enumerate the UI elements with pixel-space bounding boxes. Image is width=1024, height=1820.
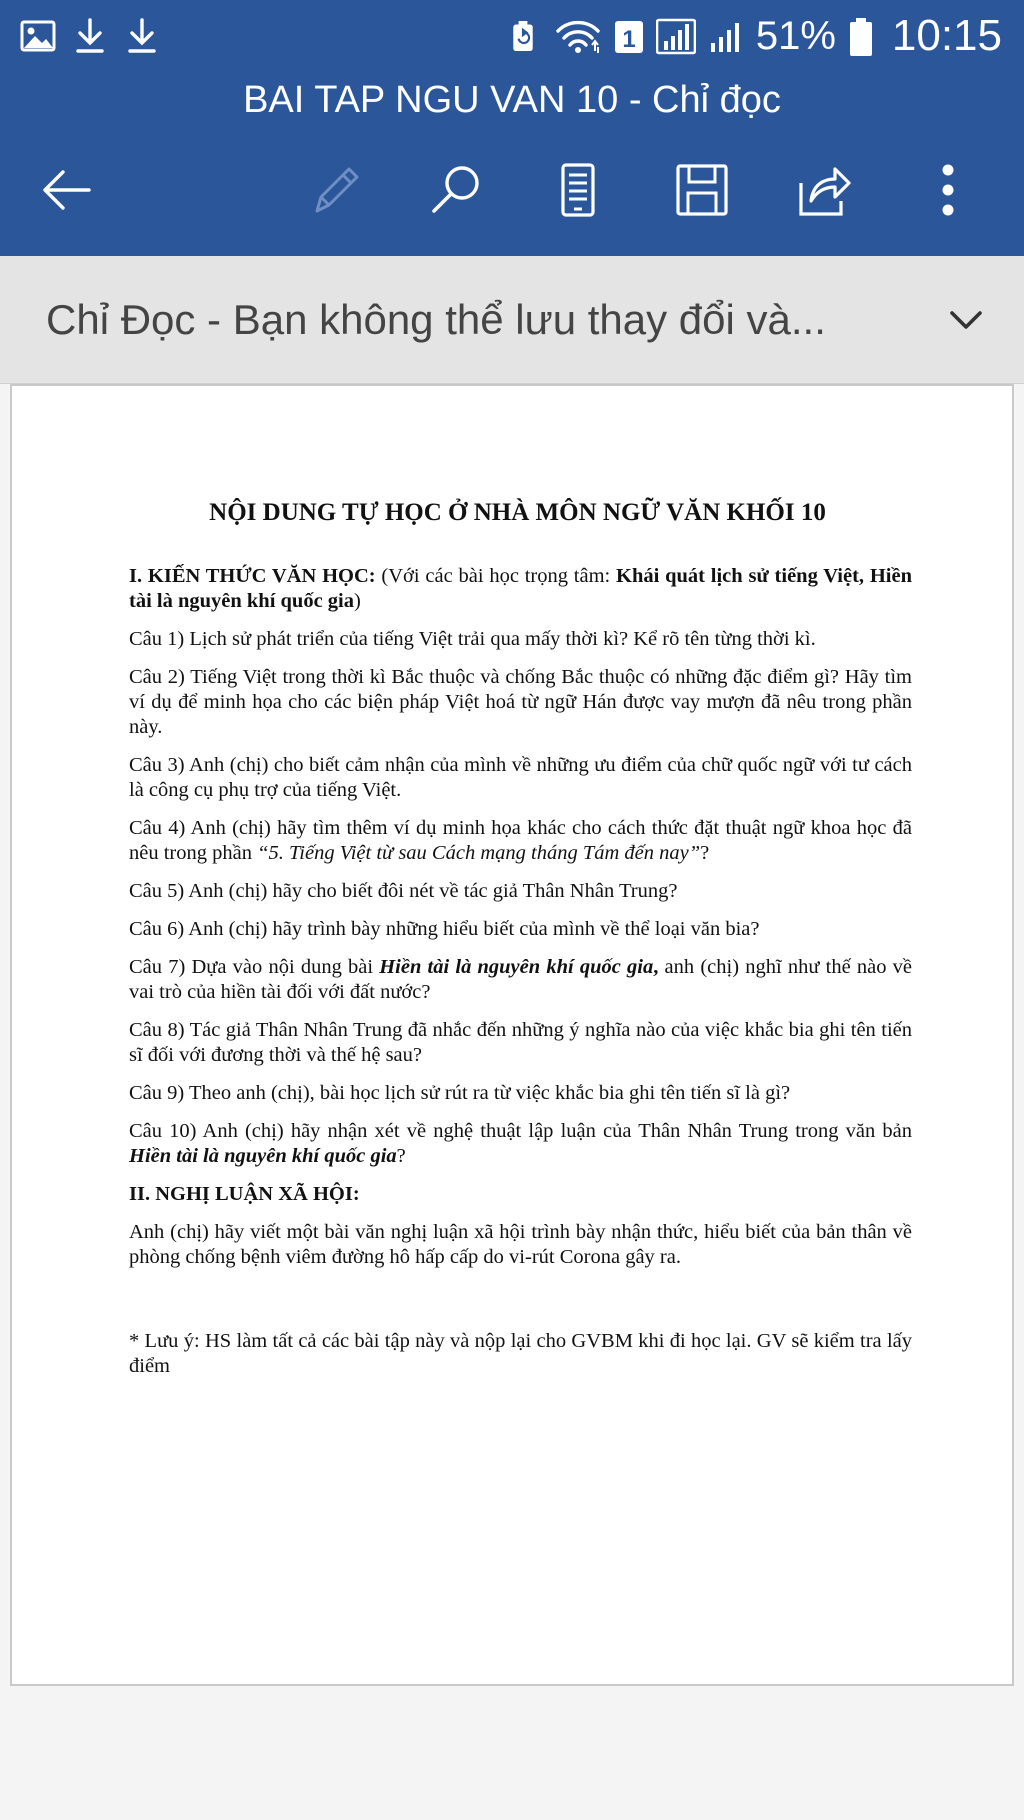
reading-view-icon <box>549 161 607 219</box>
section-1-close: ) <box>354 590 361 612</box>
app-header <box>0 0 1024 256</box>
chevron-down-icon <box>946 300 986 340</box>
question-7-comma: , <box>653 956 659 978</box>
signal-icon <box>708 17 744 55</box>
save-icon <box>673 161 731 219</box>
more-options-icon <box>919 161 977 219</box>
more-options-button[interactable] <box>908 150 988 230</box>
question-9: Câu 9) Theo anh (chị), bài học lịch sử rút ra từ việc khắc bia ghi tên tiến sĩ là gì? <box>129 1082 791 1104</box>
section-2-heading-text: II. NGHỊ LUẬN XÃ HỘI: <box>129 1183 360 1205</box>
document-page[interactable] <box>10 384 1014 1686</box>
pencil-icon <box>307 161 365 219</box>
reading-view-button[interactable] <box>538 150 618 230</box>
toolbar <box>0 150 1024 230</box>
question-8: Câu 8) Tác giả Thân Nhân Trung đã nhắc đến những ý nghĩa nào của việc khắc bia ghi tên tiến sĩ đối với đương thời và thế hệ sau? <box>129 1019 912 1066</box>
sim-badge: 1 <box>622 26 636 53</box>
question-10-end: ? <box>396 1145 406 1167</box>
read-only-banner[interactable] <box>0 256 1024 384</box>
battery-saver-icon <box>508 17 542 55</box>
download-icon <box>124 16 160 56</box>
document-heading: NỘI DUNG TỰ HỌC Ở NHÀ MÔN NGỮ VĂN KHỐI 10 <box>209 499 826 526</box>
question-4 <box>129 816 912 866</box>
document-body <box>129 498 912 1392</box>
back-arrow-icon <box>37 161 95 219</box>
question-4-text: Câu 4) Anh (chị) hãy tìm thêm ví dụ minh họa khác cho cách thức đặt thuật ngữ khoa học đã nêu trong phần <box>129 817 912 864</box>
note: * Lưu ý: HS làm tất cả các bài tập này và nộp lại cho GVBM khi đi học lại. GV sẽ kiểm tra lấy điểm <box>129 1330 912 1377</box>
share-button[interactable] <box>784 150 864 230</box>
search-button[interactable] <box>417 150 497 230</box>
question-5: Câu 5) Anh (chị) hãy cho biết đôi nét về tác giả Thân Nhân Trung? <box>129 880 678 902</box>
question-10-text: Câu 10) Anh (chị) hãy nhận xét về nghệ thuật lập luận của Thân Nhân Trung trong văn bản <box>129 1120 912 1142</box>
system-indicators <box>508 10 1002 62</box>
gallery-icon <box>20 16 56 56</box>
section-2-heading <box>129 1182 912 1207</box>
download-icon <box>72 16 108 56</box>
question-3: Câu 3) Anh (chị) cho biết cảm nhận của mình về những ưu điểm của chữ quốc ngữ với tư cách là công cụ phụ trợ của tiếng Việt. <box>129 754 912 801</box>
clock: 10:15 <box>891 11 1002 60</box>
notification-icons <box>20 16 160 56</box>
share-icon <box>795 161 853 219</box>
question-1: Câu 1) Lịch sử phát triển của tiếng Việt trải qua mấy thời kì? Kể rõ tên từng thời kì. <box>129 628 816 650</box>
question-7 <box>129 955 912 1005</box>
section-1-topics: Khái quát lịch sử tiếng Việt, Hiền tài là nguyên khí quốc gia <box>129 565 912 612</box>
save-button[interactable] <box>662 150 742 230</box>
battery-percent: 51% <box>755 14 836 58</box>
question-2: Câu 2) Tiếng Việt trong thời kì Bắc thuộc và chống Bắc thuộc có những đặc điểm gì? Hãy tìm ví dụ để minh họa cho các biện pháp Việt hoá từ ngữ Hán được vay mượn đã nêu trong phần này. <box>129 666 912 738</box>
banner-expand-button[interactable] <box>938 292 994 348</box>
edit-button[interactable] <box>296 150 376 230</box>
question-7-end: anh (chị) nghĩ như thế nào về vai trò của hiền tài đối với đất nước? <box>129 956 912 1003</box>
sim-icon <box>614 17 644 55</box>
section-2-body: Anh (chị) hãy viết một bài văn nghị luận xã hội trình bày nhận thức, hiểu biết của bản thân về phòng chống bệnh viêm đường hô hấp cấp do vi-rút Corona gây ra. <box>129 1221 912 1268</box>
question-10-title: Hiền tài là nguyên khí quốc gia <box>129 1145 397 1167</box>
banner-text: Chỉ Đọc - Bạn không thể lưu thay đổi và... <box>46 296 826 343</box>
back-button[interactable] <box>26 150 106 230</box>
section-1-intro-text: (Với các bài học trọng tâm: <box>375 565 617 587</box>
section-1-heading: I. KIẾN THỨC VĂN HỌC: <box>129 565 376 587</box>
spacer <box>129 1283 912 1329</box>
status-bar <box>0 0 1024 72</box>
search-icon <box>428 161 486 219</box>
question-4-end: ? <box>700 842 710 864</box>
question-6: Câu 6) Anh (chị) hãy trình bày những hiểu biết của mình về thể loại văn bia? <box>129 918 760 940</box>
question-7-title: Hiền tài là nguyên khí quốc gia <box>379 956 654 978</box>
wifi-icon <box>554 17 602 55</box>
question-7-text: Câu 7) Dựa vào nội dung bài <box>129 956 380 978</box>
signal-icon <box>656 17 696 55</box>
document-title: BAI TAP NGU VAN 10 - Chỉ đọc <box>243 79 781 121</box>
question-4-quote: “5. Tiếng Việt từ sau Cách mạng tháng Tám đến nay” <box>257 842 701 864</box>
section-1-intro <box>129 564 912 614</box>
question-10 <box>129 1119 912 1169</box>
battery-icon <box>848 17 874 55</box>
